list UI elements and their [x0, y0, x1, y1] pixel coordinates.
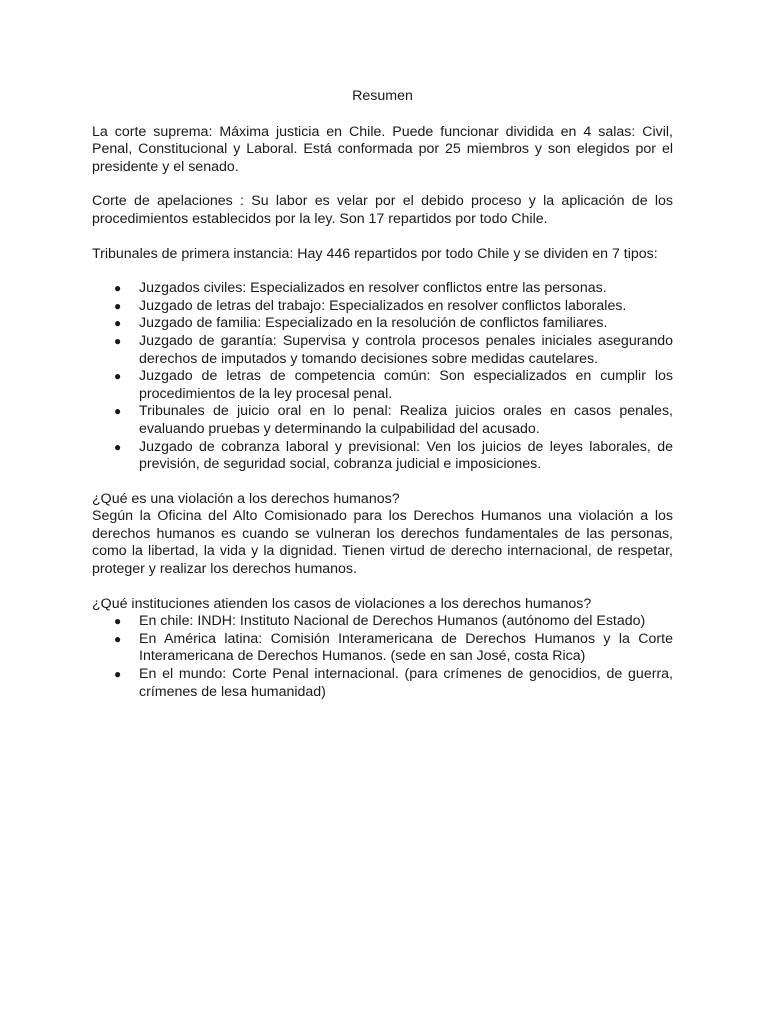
bullet-icon: ● [114, 369, 122, 384]
bullet-icon: ● [114, 614, 122, 629]
list-item-text: Juzgado de cobranza laboral y previsional: Ven los juicios de leyes laborales, de previsión, de seguridad social, cobranza judicial e imposiciones. [139, 438, 673, 473]
bullet-icon: ● [114, 404, 122, 419]
bullet-icon: ● [114, 333, 122, 348]
bullet-icon: ● [114, 298, 122, 313]
bullet-icon: ● [114, 316, 122, 331]
list-item [92, 439, 673, 474]
answer-violacion: Según la Oficina del Alto Comisionado para los Derechos Humanos una violación a los derechos humanos es cuando se vulneran los derechos fundamentales de las personas, como la libertad, la vida y la dignidad. Tienen virtud de derecho internacional, de respetar, proteger y realizar los derechos humanos. [92, 508, 673, 578]
list-item [92, 403, 673, 438]
list-item [92, 666, 673, 701]
list-item-text: Juzgado de familia: Especializado en la resolución de conflictos familiares. [139, 315, 608, 332]
bullet-icon: ● [114, 281, 122, 296]
list-item [92, 368, 673, 403]
list-item [92, 315, 673, 333]
document-page [92, 88, 673, 718]
list-item [92, 333, 673, 368]
bullet-icon: ● [114, 439, 122, 454]
list-item-text: Juzgado de letras de competencia común: Son especializados en cumplir los procedimientos de la ley procesal penal. [139, 368, 673, 402]
list-item [92, 613, 673, 631]
page-title: Resumen [352, 88, 413, 104]
instituciones-list [92, 613, 673, 701]
list-item [92, 631, 673, 666]
paragraph-tribunales-intro: Tribunales de primera instancia: Hay 446 repartidos por todo Chile y se dividen en 7 tipos: [92, 245, 658, 262]
list-item-text: Juzgados civiles: Especializados en resolver conflictos entre las personas. [139, 280, 607, 297]
list-item-text: En chile: INDH: Instituto Nacional de Derechos Humanos (autónomo del Estado) [139, 613, 646, 630]
list-item-text: En el mundo: Corte Penal internacional. (para crímenes de genocidios, de guerra, crímenes de lesa humanidad) [139, 666, 673, 700]
bullet-icon: ● [114, 667, 122, 682]
list-item-text: En América latina: Comisión Interamericana de Derechos Humanos y la Corte Interamericana de Derechos Humanos. (sede en san José, costa Rica) [139, 630, 673, 665]
paragraph-corte-suprema: La corte suprema: Máxima justicia en Chile. Puede funcionar dividida en 4 salas: Civil, Penal, Constitucional y Laboral. Está conformada por 25 miembros y son elegidos por el presidente y el senado. [92, 123, 673, 175]
bullet-icon: ● [114, 631, 122, 646]
question-instituciones: ¿Qué instituciones atienden los casos de violaciones a los derechos humanos? [92, 595, 592, 612]
list-item-text: Tribunales de juicio oral en lo penal: Realiza juicios orales en casos penales, evaluando pruebas y determinando la culpabilidad del acusado. [139, 403, 673, 437]
list-item [92, 280, 673, 298]
tribunales-list [92, 280, 673, 474]
list-item [92, 298, 673, 316]
list-item-text: Juzgado de letras del trabajo: Especializados en resolver conflictos laborales. [139, 297, 627, 314]
list-item-text: Juzgado de garantía: Supervisa y controla procesos penales iniciales asegurando derechos de imputados y tomando decisiones sobre medidas cautelares. [139, 332, 673, 367]
paragraph-corte-apelaciones: Corte de apelaciones : Su labor es velar por el debido proceso y la aplicación de los procedimientos establecidos por la ley. Son 17 repartidos por todo Chile. [92, 193, 673, 227]
question-violacion: ¿Qué es una violación a los derechos humanos? [92, 490, 400, 507]
